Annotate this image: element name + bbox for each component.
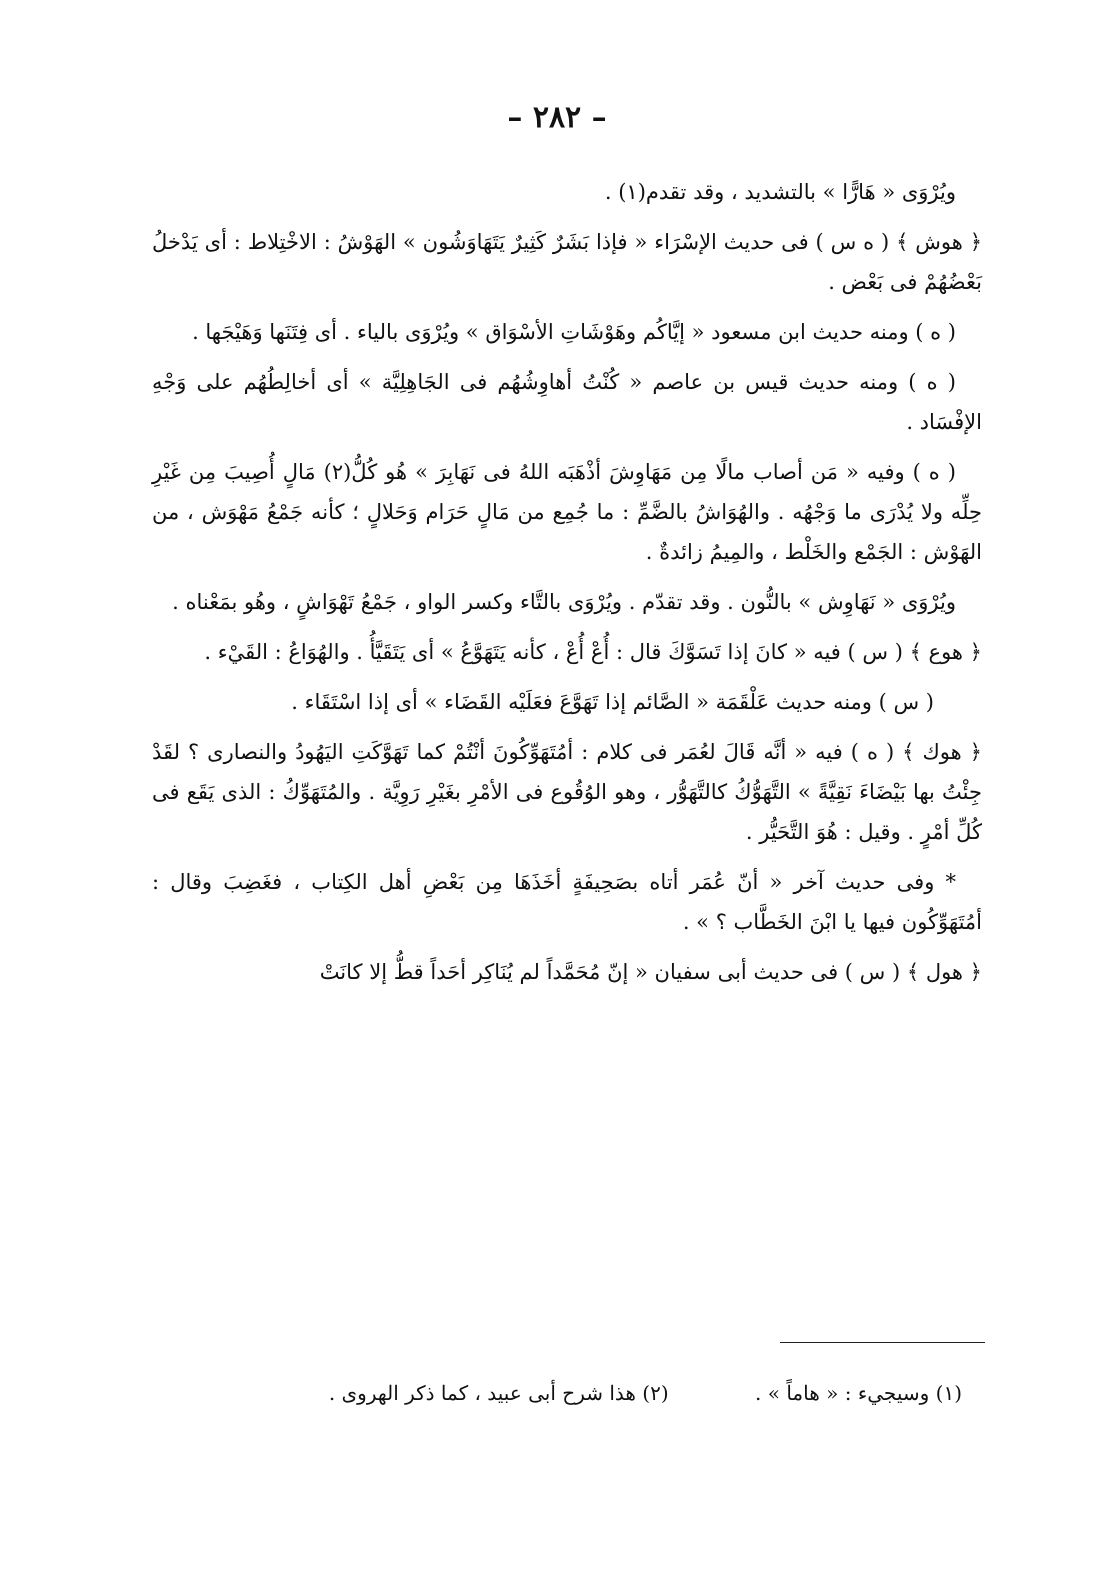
main-text bbox=[152, 172, 982, 1002]
footnotes bbox=[152, 1376, 982, 1410]
paragraph-nahawish: ويُرْوَى « نَهَاوِش » بالنُّون . وقد تقدّم . ويُرْوَى بالتَّاء وكسر الواو ، جَمْعُ تَهْوَاشٍ ، وهُو بمَعْناه . bbox=[172, 590, 956, 614]
paragraph-alqama: ( س ) ومنه حديث عَلْقَمَة « الصَّائم إذا تَهَوَّعَ فعَلَيْه القَضَاء » أى إذا اسْتَقَاء . bbox=[291, 690, 934, 714]
entry-hwa: ﴿ هوع ﴾ ( س ) فيه « كانَ إذا تَسَوَّكَ قال : أُعْ أُعْ ، كأنه يَتَهَوَّعُ » أى يَتَقَيَّأُ . والهُوَاعُ : القَيْء . bbox=[204, 640, 982, 664]
paragraph-qays-bin-asim: ( ه ) ومنه حديث قيس بن عاصم « كُنْتُ أهاوِشُهُم فى الجَاهِلِيَّة » أى أخالِطُهُم على وَجْهِ الإفْسَاد . bbox=[152, 370, 982, 434]
paragraph-continuation: ويُرْوَى « هَارًّا » بالتشديد ، وقد تقدم(١) . bbox=[604, 180, 956, 204]
entry-hwl: ﴿ هول ﴾ ( س ) فى حديث أبى سفيان « إنّ مُحَمَّداً لم يُنَاكِر أحَداً قطُّ إلا كانَتْ bbox=[319, 960, 982, 984]
entry-hwsh: ﴿ هوش ﴾ ( ه س ) فى حديث الإسْرَاء « فإذا بَشَرٌ كَثِيرٌ يَتَهَاوَشُون » الهَوْشُ : الاخْتِلاط : أى يَدْخلُ بَعْضُهُمْ فى بَعْض . bbox=[152, 230, 982, 294]
page-number: – ٢٨٢ – bbox=[507, 100, 607, 135]
entry-hwk: ﴿ هوك ﴾ ( ه ) فيه « أنَّه قَالَ لعُمَر فى كلام : أمُتَهَوِّكُونَ أنْتُمْ كما تَهَوَّكَتِ اليَهُودُ والنصارى ؟ لقَدْ جِئْتُ بها بَيْضَاءَ نَقِيَّةً » التَّهَوُّكُ كالتَّهَوُّر ، وهو الوُقُوع فى الأمْرِ بغَيْرِ رَوِيَّة . والمُتَهَوِّكُ : الذى يَقَع فى كُلِّ أمْرٍ . وقيل : هُوَ التَّحَيُّر . bbox=[152, 740, 982, 844]
paragraph-another-hadith: * وفى حديث آخر « أنّ عُمَر أتاه بصَحِيفَةٍ أخَذَهَا مِن بَعْضِ أهل الكِتاب ، فغَضِبَ وقال : أمُتَهَوِّكُون فيها يا ابْنَ الخَطَّاب ؟ » . bbox=[152, 870, 982, 934]
paragraph-ibn-masud: ( ه ) ومنه حديث ابن مسعود « إيَّاكُم وهَوْشَاتِ الأسْوَاق » ويُرْوَى بالياء . أى فِتَنَها وَهَيْجَها . bbox=[192, 320, 956, 344]
footnote-divider bbox=[780, 1342, 985, 1343]
footnote-1: (١) وسيجيء : « هاماً » . bbox=[755, 1381, 962, 1405]
footnote-2: (٢) هذا شرح أبى عبيد ، كما ذكر الهروى . bbox=[328, 1381, 669, 1405]
paragraph-mahawish: ( ه ) وفيه « مَن أصاب مالًا مِن مَهَاوِشَ أذْهَبَه اللهُ فى نَهَابِرَ » هُو كُلُّ(٢) مَالٍ أُصِيبَ مِن غَيْرِ حِلِّه ولا يُدْرَى ما وَجْهُه . والهُوَاشُ بالضَّمِّ : ما جُمِع من مَالٍ حَرَام وَحَلالٍ ؛ كأنه جَمْعُ مَهْوَش ، من الهَوْش : الجَمْع والخَلْط ، والمِيمُ زائدةٌ . bbox=[152, 460, 982, 564]
